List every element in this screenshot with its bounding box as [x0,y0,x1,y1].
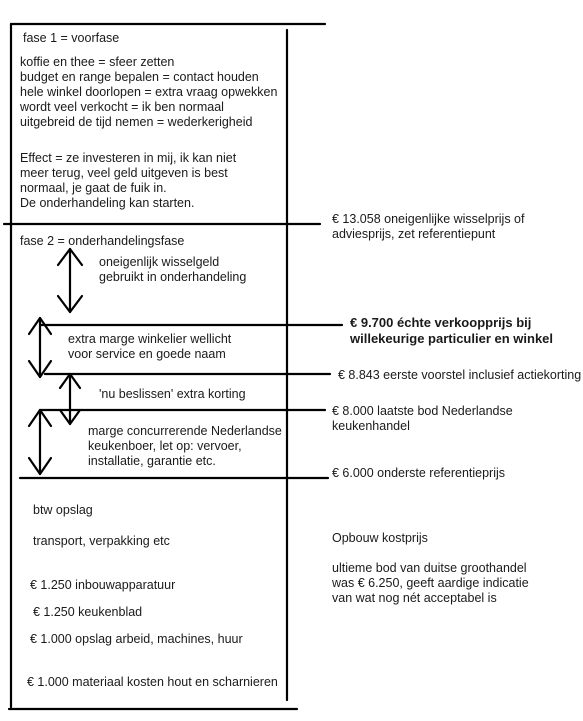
cost-build-note: ultieme bod van duitse groothandel [332,561,527,575]
price-point-6000: € 6.000 onderste referentieprijs [332,466,506,480]
cost-item: € 1.250 keukenblad [33,605,143,619]
phase1-effect-line: meer terug, veel geld uitgeven is best [20,166,228,180]
price-point-9700: willekeurige particulier en winkel [350,331,554,346]
phase1-title: fase 1 = voorfase [23,31,120,45]
phase2-note: oneigenlijk wisselgeld [99,255,220,269]
price-point-13058: € 13.058 oneigenlijke wisselprijs of [332,212,525,226]
phase1-step: wordt veel verkocht = ik ben normaal [20,100,224,114]
phase2-note: voor service en goede naam [68,347,226,361]
phase2-note: 'nu beslissen' extra korting [99,387,246,401]
phase2-note: keukenboer, let op: vervoer, [88,439,242,453]
price-point-8843: € 8.843 eerste voorstel inclusief actiekorting [338,368,582,382]
cost-build-title: Opbouw kostprijs [332,531,428,545]
phase1-step: hele winkel doorlopen = extra vraag opwekken [20,85,278,99]
phase2-note: installatie, garantie etc. [88,454,216,468]
price-point-13058: adviesprijs, zet referentiepunt [332,227,496,241]
phase1-effect-line: De onderhandeling kan starten. [20,196,195,210]
double-arrow-korting [60,374,80,424]
phase2-note: extra marge winkelier wellicht [68,332,232,346]
phase1-step: budget en range bepalen = contact houden [20,70,259,84]
cost-item: transport, verpakking etc [33,534,170,548]
phase2-note: gebruikt in onderhandeling [99,270,247,284]
double-arrow-extra-marge [29,318,51,377]
price-point-9700: € 9.700 échte verkoopprijs bij [350,315,532,330]
phase1-step: koffie en thee = sfeer zetten [20,55,175,69]
price-point-8000: keukenhandel [332,419,410,433]
phase2-note: marge concurrerende Nederlandse [88,424,282,438]
price-point-8000: € 8.000 laatste bod Nederlandse [332,404,513,418]
cost-item: € 1.000 materiaal kosten hout en scharnieren [27,675,278,689]
phase1-effect-line: normaal, je gaat de fuik in. [20,181,167,195]
phase1-effect-line: Effect = ze investeren in mij, ik kan niet [20,151,237,165]
double-arrow-wisselgeld [58,249,82,312]
phase1-step: uitgebreid de tijd nemen = wederkerigheid [20,115,253,129]
phase2-title: fase 2 = onderhandelingsfase [20,234,185,248]
cost-build-note: van wat nog nét acceptabel is [332,591,497,605]
cost-item: € 1.000 opslag arbeid, machines, huur [30,632,243,646]
cost-build-note: was € 6.250, geeft aardige indicatie [332,576,529,590]
cost-item: € 1.250 inbouwapparatuur [30,578,176,592]
cost-item: btw opslag [33,503,93,517]
double-arrow-marge-concurrent [29,410,51,474]
